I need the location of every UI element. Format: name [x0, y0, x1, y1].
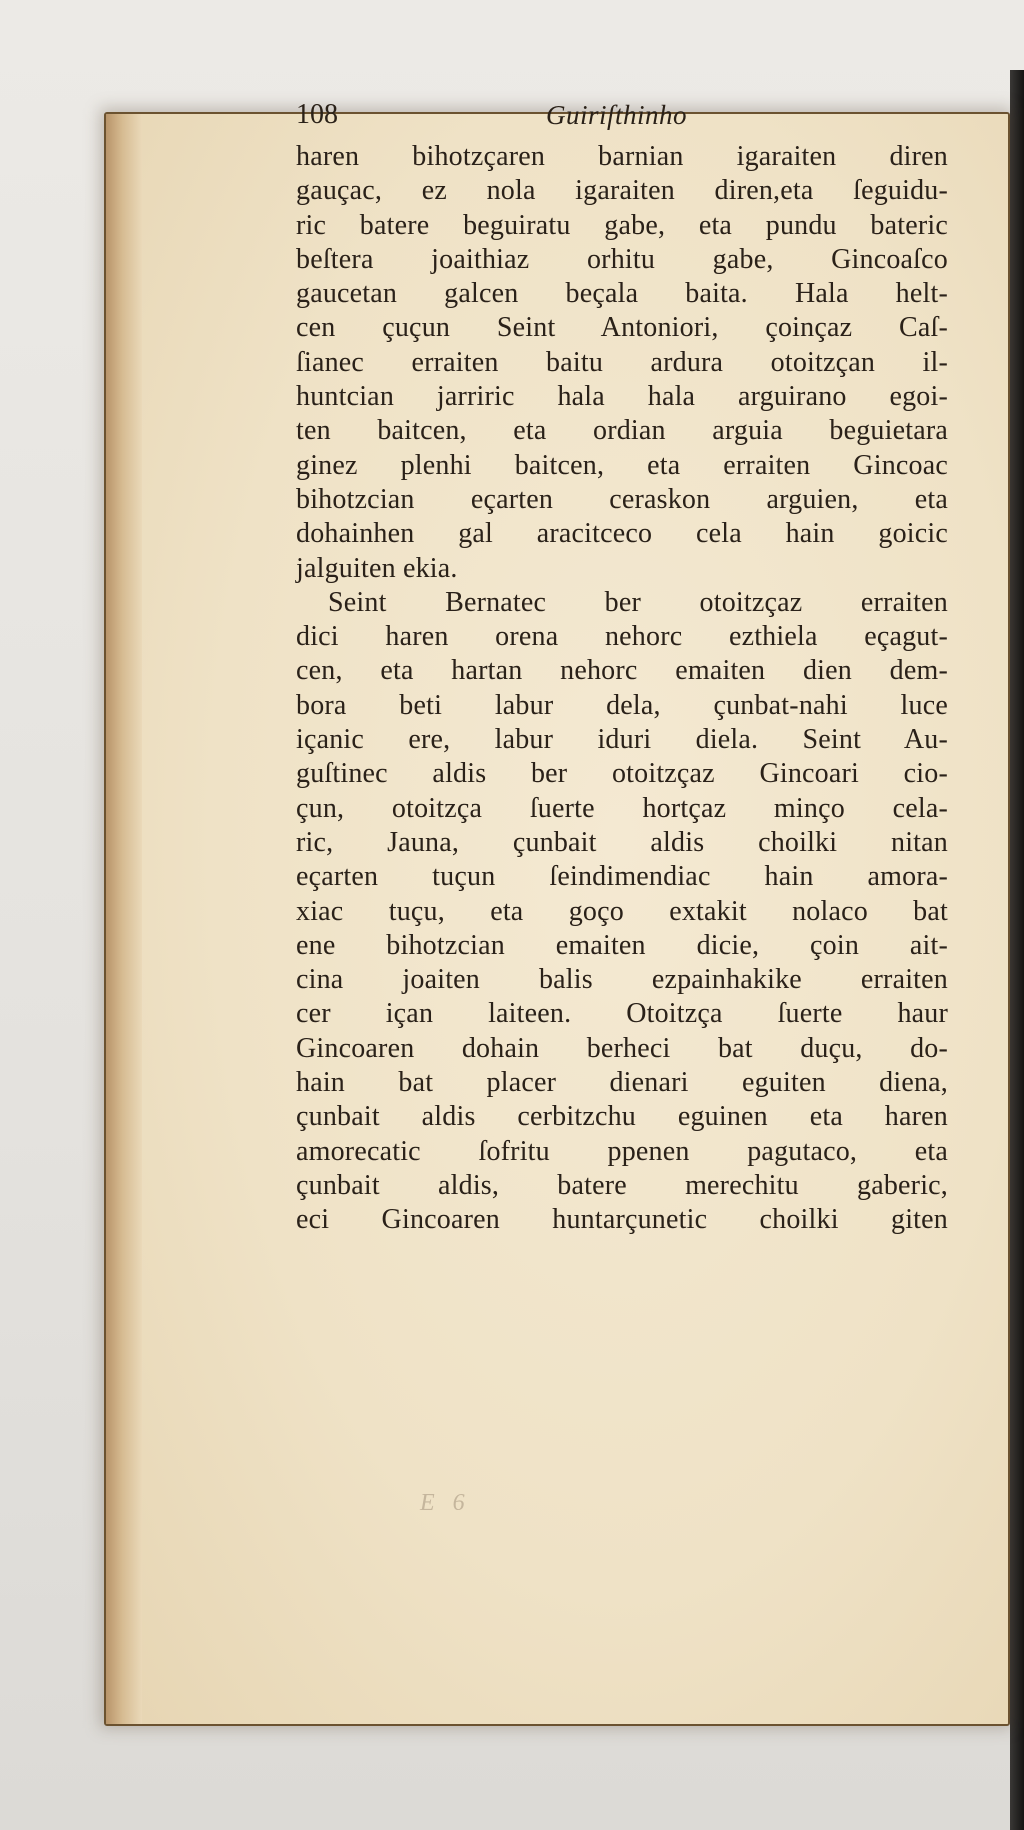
text-line: ſianec erraiten baitu ardura otoitzçan il- — [296, 346, 948, 378]
text-line: xiac tuçu, eta goço extakit nolaco bat — [296, 895, 948, 927]
text-line: cen çuçun Seint Antoniori, çoinçaz Caſ- — [296, 312, 948, 344]
text-line: beſtera joaithiaz orhitu gabe, Gincoaſco — [296, 243, 948, 275]
body-text — [296, 140, 948, 1238]
dark-edge — [1010, 70, 1024, 1830]
text-line: Gincoaren dohain berheci bat duçu, do- — [296, 1032, 948, 1064]
text-line: çunbait aldis cerbitzchu eguinen eta haren — [296, 1101, 948, 1133]
page-number: 108 — [296, 99, 338, 130]
text-line: bihotzcian eçarten ceraskon arguien, eta — [296, 483, 948, 515]
text-line: dici haren orena nehorc ezthiela eçagut- — [296, 621, 948, 653]
text-line: cina joaiten balis ezpainhakike erraiten — [296, 964, 948, 996]
text-line: dohainhen gal aracitceco cela hain goicic — [296, 518, 948, 550]
text-line: cen, eta hartan nehorc emaiten dien dem- — [296, 655, 948, 687]
text-line: Seint Bernatec ber otoitzçaz erraiten — [328, 586, 948, 618]
text-line: ric, Jauna, çunbait aldis choilki nitan — [296, 826, 948, 858]
text-line: hain bat placer dienari eguiten diena, — [296, 1067, 948, 1099]
text-line: bora beti labur dela, çunbat-nahi luce — [296, 689, 948, 721]
text-line: guſtinec aldis ber otoitzçaz Gincoari cio- — [296, 758, 948, 790]
running-title: Guiriſthinho — [546, 100, 688, 130]
text-line: amorecatic ſofritu ppenen pagutaco, eta — [296, 1135, 948, 1167]
text-line: cer içan laiteen. Otoitzça ſuerte haur — [296, 998, 948, 1030]
text-line: huntcian jarriric hala hala arguirano egoi- — [296, 381, 948, 413]
text-line: gaucetan galcen beçala baita. Hala helt- — [296, 278, 948, 310]
text-line: çun, otoitzça ſuerte hortçaz minço cela- — [296, 792, 948, 824]
catchword-faint: E 6 — [420, 1490, 471, 1516]
text-line: haren bihotzçaren barnian igaraiten diren — [296, 141, 948, 172]
text-line: ric batere beguiratu gabe, eta pundu bateric — [296, 209, 948, 241]
text-line: ene bihotzcian emaiten dicie, çoin ait- — [296, 929, 948, 961]
text-line: ginez plenhi baitcen, eta erraiten Gincoac — [296, 449, 948, 481]
text-line: jalguiten ekia. — [296, 552, 458, 584]
text-line: ten baitcen, eta ordian arguia beguietara — [296, 415, 948, 447]
text-line: içanic ere, labur iduri diela. Seint Au- — [296, 724, 948, 756]
text-line: çunbait aldis, batere merechitu gaberic, — [296, 1169, 948, 1201]
text-line: gauçac, ez nola igaraiten diren,eta ſeguidu- — [296, 175, 948, 207]
page-gutter — [106, 114, 142, 1724]
text-line: eci Gincoaren huntarçunetic choilki giten — [296, 1204, 948, 1236]
page-header — [296, 98, 896, 138]
text-line: eçarten tuçun ſeindimendiac hain amora- — [296, 861, 948, 893]
